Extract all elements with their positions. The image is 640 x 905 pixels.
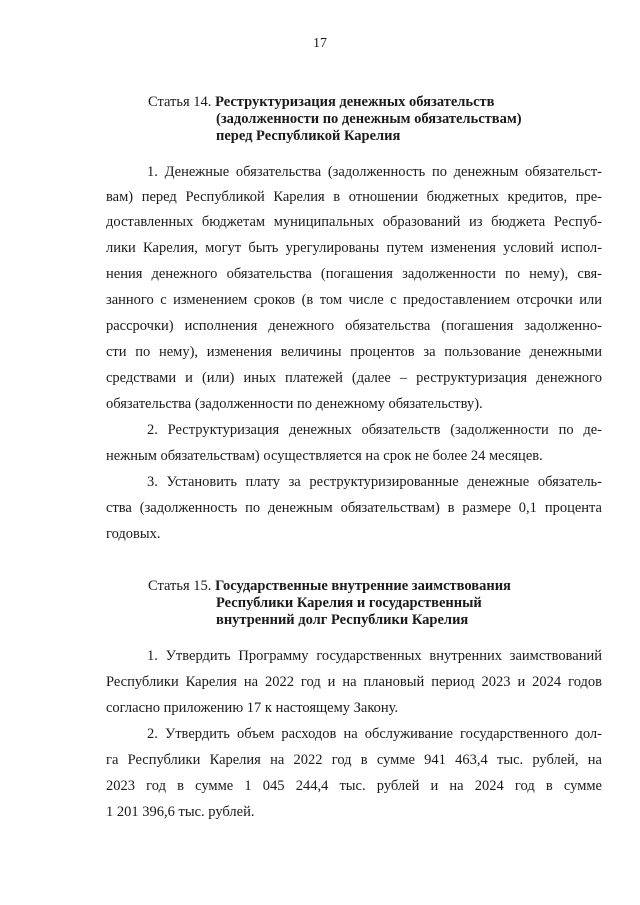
paragraph-line: лики Карелия, могут быть урегулированы путем изменения условий испол-: [106, 240, 602, 256]
page-number: 17: [313, 36, 327, 51]
article-14-heading: [148, 94, 522, 145]
article-14-title-line: перед Республикой Карелия: [216, 128, 401, 144]
article-15-heading: [148, 578, 511, 629]
article-14-title-line: Реструктуризация денежных обязательств: [215, 94, 495, 110]
paragraph-line: средствами и (или) иных платежей (далее – реструктуризация денежного: [106, 370, 602, 386]
paragraph-line: рассрочки) исполнения денежного обязательства (погашения задолженно-: [106, 318, 602, 334]
paragraph-line: обязательства (задолженности по денежному обязательству).: [106, 396, 483, 412]
paragraph-line: сти по нему), изменения величины процентов за пользование денежными: [106, 344, 602, 360]
paragraph-line: 1. Денежные обязательства (задолженность по денежным обязательст-: [147, 164, 602, 180]
paragraph-line: нежным обязательствам) осуществляется на срок не более 24 месяцев.: [106, 448, 543, 464]
article-15-title-line: Республики Карелия и государственный: [216, 595, 482, 611]
article-15-title-line: внутренний долг Республики Карелия: [216, 612, 469, 628]
paragraph-line: га Республики Карелия на 2022 год в сумме 941 463,4 тыс. рублей, на: [106, 752, 602, 768]
paragraph-line: 2. Реструктуризация денежных обязательств (задолженности по де-: [147, 422, 602, 438]
article-15-title-line: Государственные внутренние заимствования: [215, 578, 511, 594]
paragraph-line: согласно приложению 17 к настоящему Закону.: [106, 700, 399, 716]
paragraph-line: ства (задолженность по денежным обязательствам) в размере 0,1 процента: [106, 500, 602, 516]
paragraph-line: Республики Карелия на 2022 год и на плановый период 2023 и 2024 годов: [106, 674, 602, 690]
paragraph-line: годовых.: [106, 526, 161, 542]
article-14-title-line: (задолженности по денежным обязательствам): [216, 111, 522, 127]
paragraph-line: 3. Установить плату за реструктуризированные денежные обязатель-: [147, 474, 602, 490]
paragraph-line: вам) перед Республикой Карелия в отношении бюджетных кредитов, пре-: [106, 189, 602, 205]
paragraph-line: доставленных бюджетам муниципальных образований из бюджета Респуб-: [106, 214, 602, 230]
paragraph-line: нения денежного обязательства (погашения задолженности по нему), свя-: [106, 266, 602, 282]
paragraph-line: 2023 год в сумме 1 045 244,4 тыс. рублей и на 2024 год в сумме: [106, 778, 602, 794]
paragraph-line: 2. Утвердить объем расходов на обслуживание государственного дол-: [147, 726, 602, 742]
paragraph-line: занного с изменением сроков (в том числе с предоставлением отсрочки или: [106, 292, 602, 308]
paragraph-line: 1 201 396,6 тыс. рублей.: [106, 804, 255, 820]
paragraph-line: 1. Утвердить Программу государственных внутренних заимствований: [147, 648, 602, 664]
article-14-prefix: Статья 14.: [148, 94, 212, 110]
article-15-prefix: Статья 15.: [148, 578, 212, 594]
